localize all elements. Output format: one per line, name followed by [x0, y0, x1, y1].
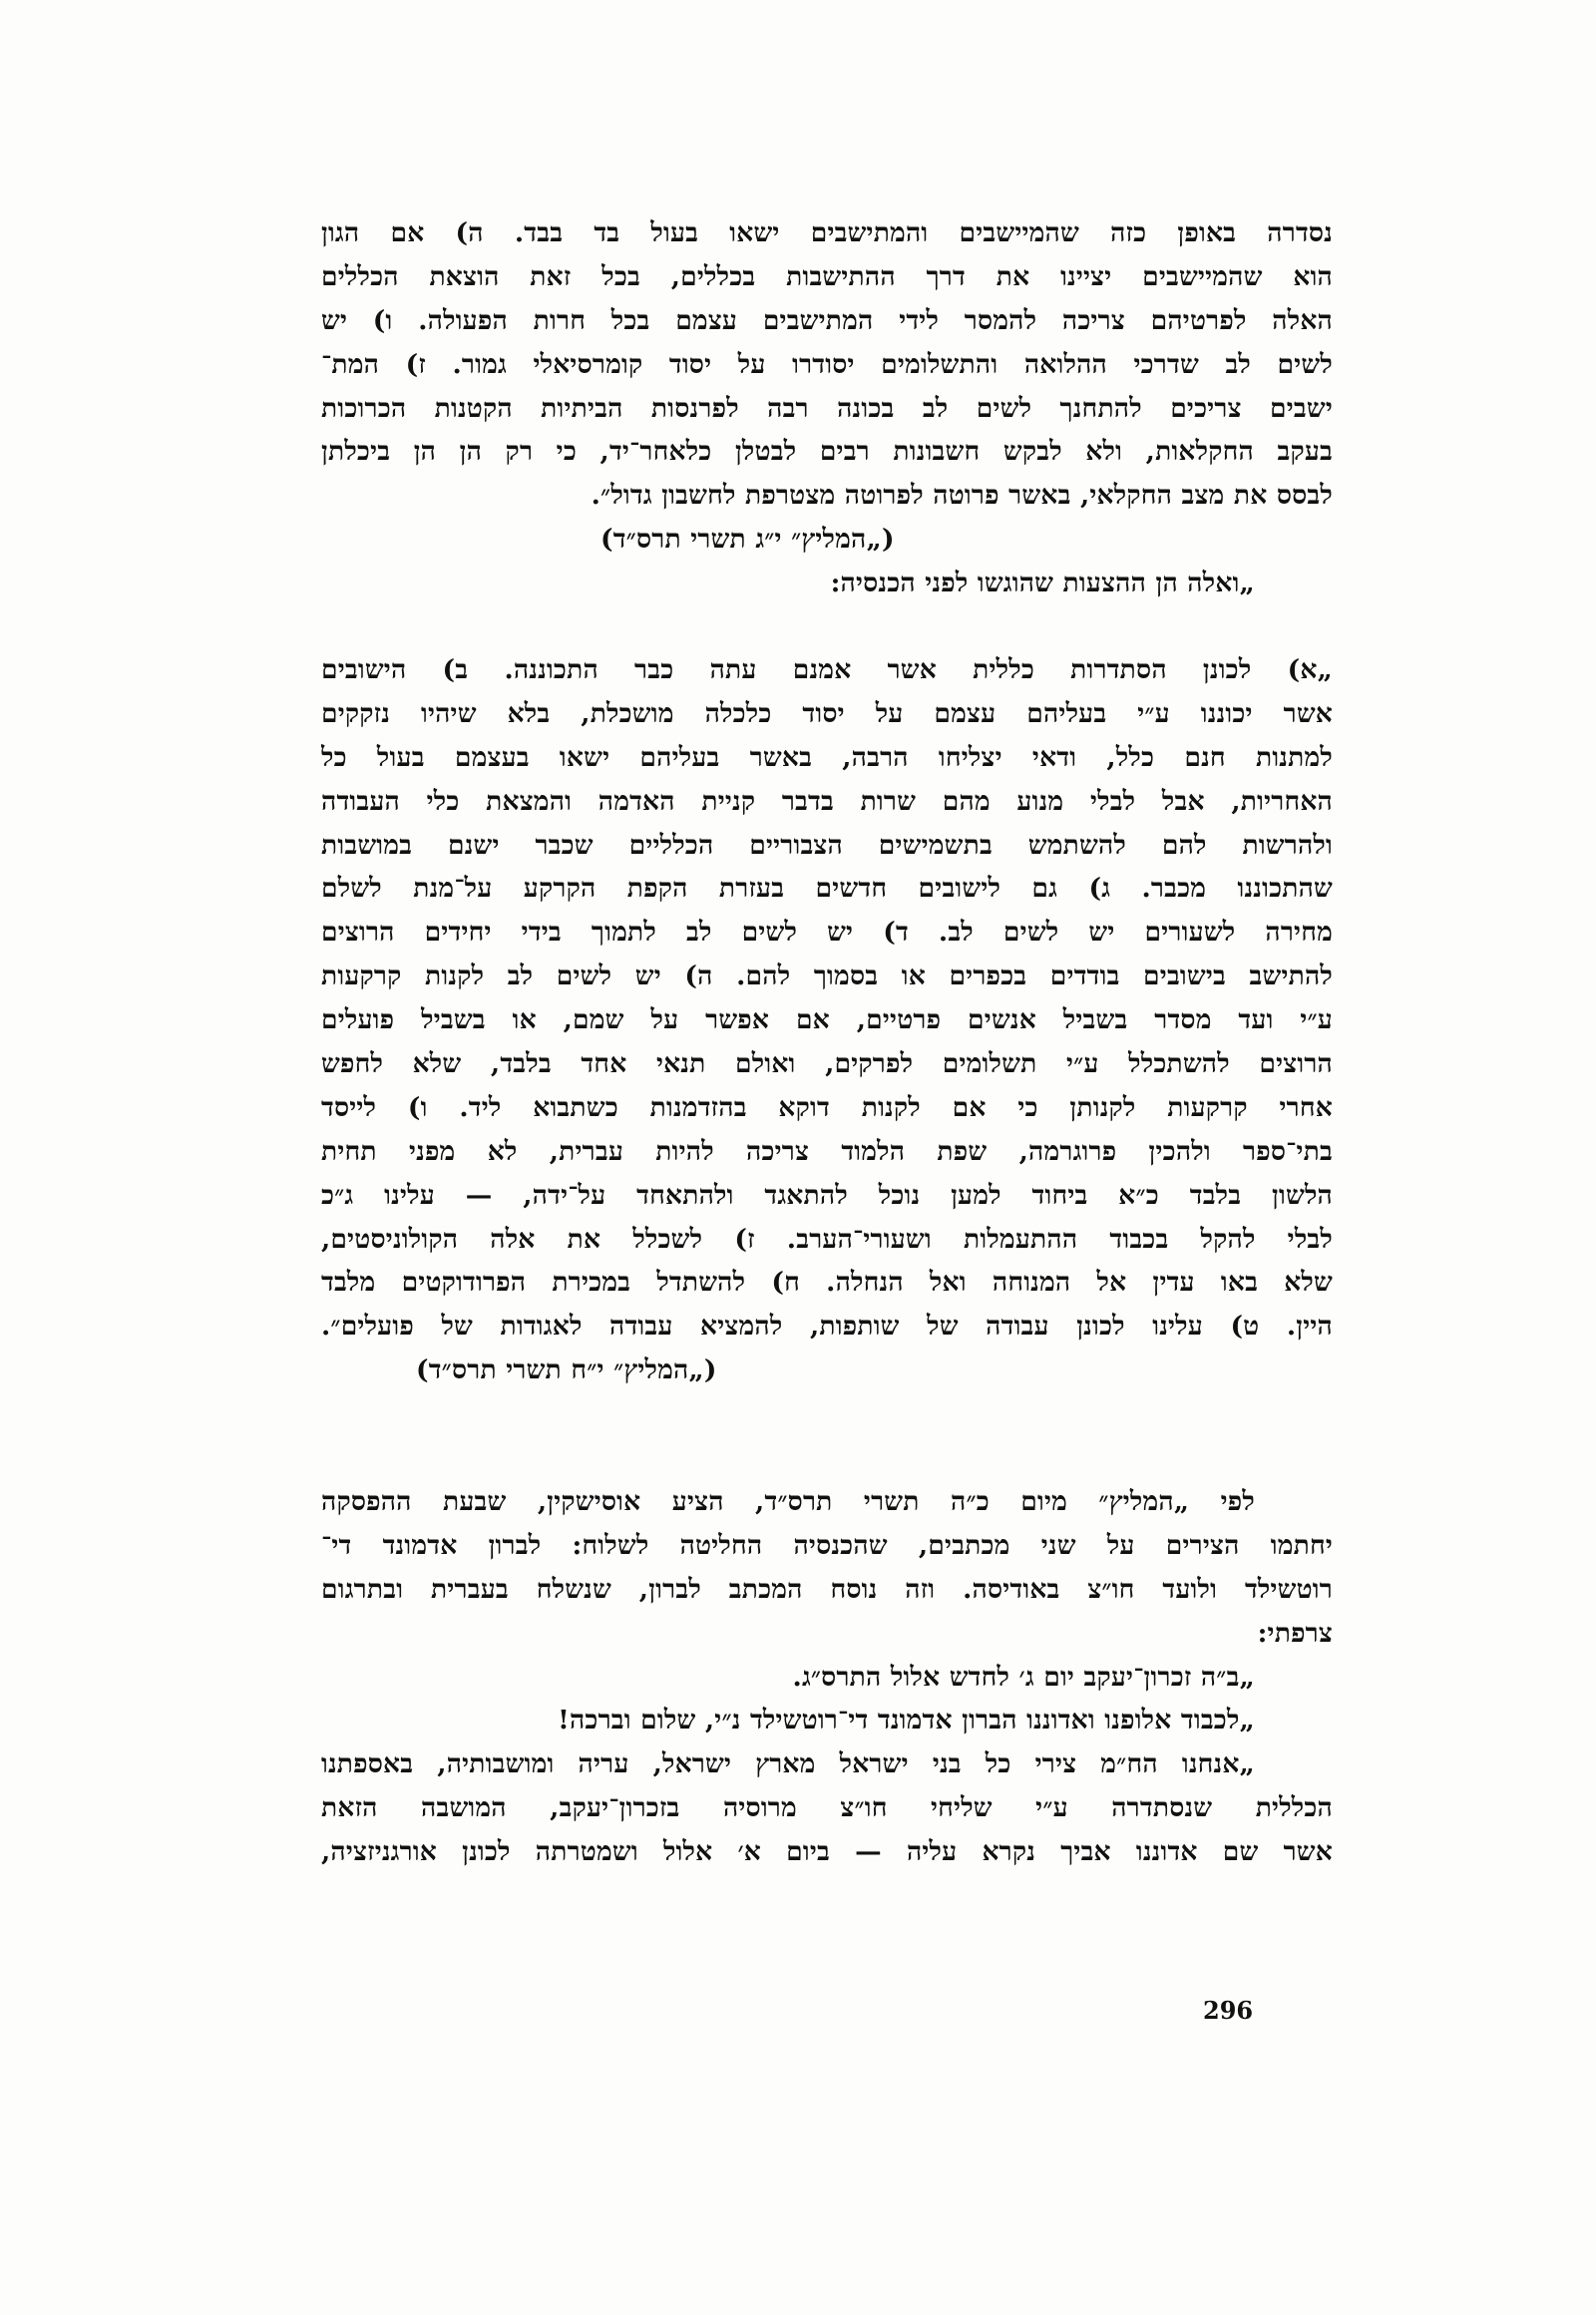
text-line: ולהרשות להם להשתמש בתשמישים הצבוריים הכלליים שכבר ישנם במושבות [321, 829, 1333, 861]
text-line: ע״י ועד מסדר בשביל אנשים פרטיים, אם אפשר על שמם, או בשביל פועלים [321, 1004, 1333, 1036]
text-line: ישבים צריכים להתחנך לשים לב בכונה רבה לפרנסות הביתיות הקטנות הכרוכות [321, 392, 1333, 424]
text-line: הכללית שנסתדרה ע״י שליחי חו״צ מרוסיה בזכרון־יעקב, המושבה הזאת [321, 1792, 1333, 1824]
text-line: היין. ט) עלינו לכונן עבודה של שותפות, להמציא עבודה לאגודות של פועלים״. [321, 1311, 1333, 1343]
text-line: לבלי להקל בכבוד ההתעמלות ושעורי־הערב. ז) לשכלל את אלה הקולוניסטים, [321, 1223, 1333, 1255]
text-line: רוטשילד ולועד חו״צ באודיסה. וזה נוסח המכתב לברון, שנשלח בעברית ובתרגום [321, 1573, 1333, 1605]
text-line: אשר יכוננו ע״י בעליהם עצמם על יסוד כלכלה מושכלת, בלא שיהיו נזקקים [321, 697, 1333, 729]
citation-hamelitz-18-tishrei: („המליץ״ י״ח תשרי תרס״ד) [416, 1354, 717, 1386]
text-line: להתישב בישובים בודדים בכפרים או בסמוך להם. ה) יש לשים לב לקנות קרקעות [321, 961, 1333, 992]
citation-hamelitz-13-tishrei: („המליץ״ י״ג תשרי תרס״ד) [600, 524, 895, 556]
text-line: בתי־ספר ולהכין פרוגרמה, שפת הלמוד צריכה להיות עברית, לא מפני תחית [321, 1135, 1333, 1167]
text-line: שהתכוננו מכבר. ג) גם לישובים חדשים בעזרת הקפת הקרקע על־מנת לשלם [321, 873, 1333, 905]
text-line: האלה לפרטיהם צריכה להמסר לידי המתישבים עצמם בכל חרות הפעולה. ו) יש [321, 304, 1333, 336]
text-line: הרוצים להשתכלל ע״י תשלומים לפרקים, ואולם תנאי אחד בלבד, שלא לחפש [321, 1048, 1333, 1080]
text-line: שלא באו עדין אל המנוחה ואל הנחלה. ח) להשתדל במכירת הפרודוקטים מלבד [321, 1267, 1333, 1299]
text-line: „א) לכונן הסתדרות כללית אשר אמנם עתה כבר התכוננה. ב) הישובים [321, 654, 1333, 685]
proposals-heading: „ואלה הן ההצעות שהוגשו לפני הכנסיה: [830, 568, 1255, 599]
text-line: לפי „המליץ״ מיום כ״ה תשרי תרס״ד, הציע אוסישקין, שבעת ההפסקה [321, 1486, 1255, 1517]
letter-date: „ב״ה זכרון־יעקב יום ג׳ לחדש אלול התרס״ג. [792, 1661, 1255, 1693]
text-line: מחירה לשעורים יש לשים לב. ד) יש לשים לב לתמוך בידי יחידים הרוצים [321, 917, 1333, 949]
text-line: לשים לב שדרכי ההלואה והתשלומים יסודרו על יסוד קומרסיאלי גמור. ז) המת־ [321, 348, 1333, 380]
letter-salutation: „לכבוד אלופנו ואדוננו הברון אדמונד די־רוטשילד נ״י, שלום וברכה! [558, 1705, 1255, 1736]
text-line: בעקב החקלאות, ולא לבקש חשבונות רבים לבטלן כלאחר־יד, כי רק הן הן ביכלתן [321, 436, 1333, 468]
page-number: 296 [1203, 1996, 1254, 2025]
paragraph-proposals [321, 648, 1333, 1392]
text-line: צרפתי: [1257, 1617, 1333, 1649]
text-line: הוא שהמיישבים יציינו את דרך ההתישבות בכללים, בכל זאת הוצאת הכללים [321, 260, 1333, 292]
text-line: אשר שם אדוננו אביך נקרא עליה — ביום א׳ אלול ושמטרתה לכונן אורגניזציה, [321, 1836, 1333, 1868]
paragraph-conditions [321, 211, 1333, 605]
text-line: יחתמו הצירים על שני מכתבים, שהכנסיה החליטה לשלוח: לברון אדמונד די־ [321, 1529, 1333, 1561]
text-line: נסדרה באופן כזה שהמיישבים והמתישבים ישאו בעול בד בבד. ה) אם הגון [321, 217, 1333, 248]
text-line: אחרי קרקעות לקנותן כי אם לקנות דוקא בהזדמנות כשתבוא ליד. ו) לייסד [321, 1091, 1333, 1123]
text-line: האחריות, אבל לבלי מנוע מהם שרות בדבר קניית האדמה והמצאת כלי העבודה [321, 785, 1333, 817]
text-line: לבסס את מצב החקלאי, באשר פרוטה לפרוטה מצטרפת לחשבון גדול״. [591, 480, 1333, 512]
paragraph-letters [321, 1480, 1333, 1874]
text-line: הלשון בלבד כ״א ביחוד למען נוכל להתאגד ולהתאחד על־ידה, — עלינו ג״כ [321, 1179, 1333, 1211]
text-line: למתנות חנם כלל, ודאי יצליחו הרבה, באשר בעליהם ישאו בעצמם בעול כל [321, 741, 1333, 773]
text-line: „אנחנו הח״מ צירי כל בני ישראל מארץ ישראל, עריה ומושבותיה, באספתנו [321, 1748, 1255, 1780]
